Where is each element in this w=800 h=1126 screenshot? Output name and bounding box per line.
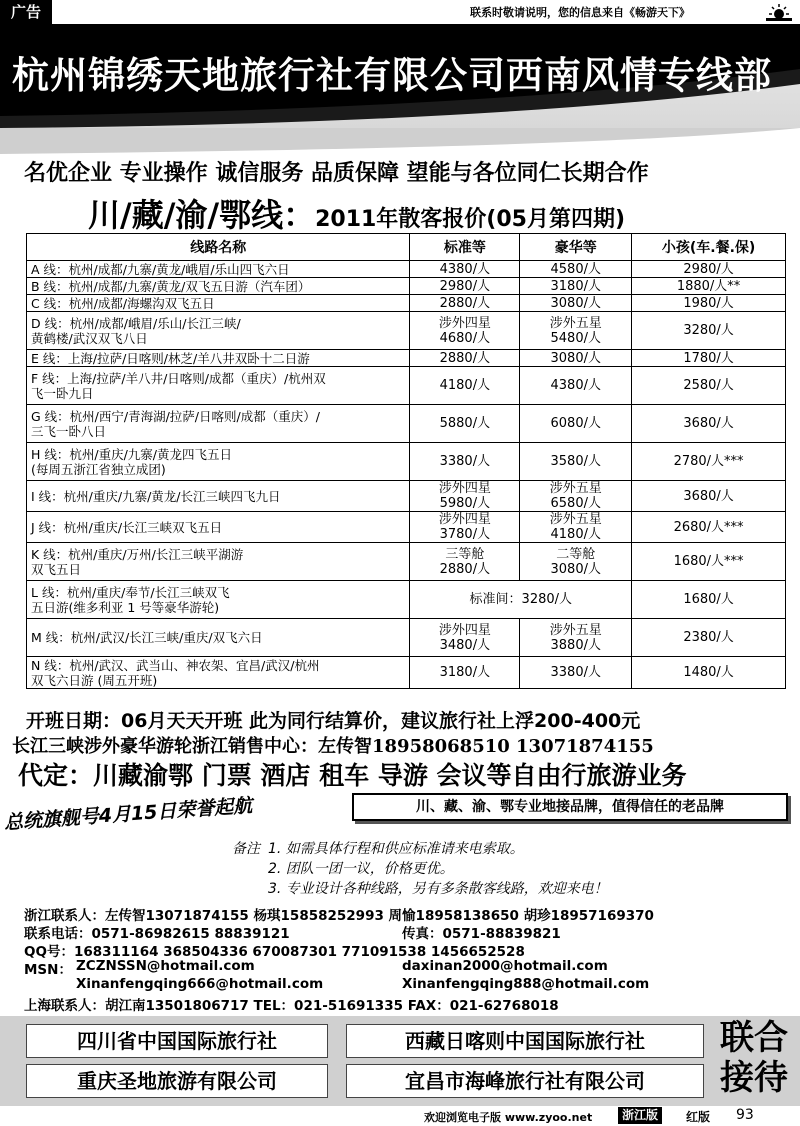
joint-line: 接待 bbox=[720, 1058, 788, 1098]
joint-reception bbox=[712, 1018, 796, 1098]
remark-item: 3. 专业设计各种线路，另有多条散客线路，欢迎来电！ bbox=[268, 881, 608, 897]
yangtze-sales-line: 长江三峡涉外豪华游轮浙江销售中心：左传智18958068510 13071874155 bbox=[12, 736, 654, 757]
luxury-price-cell bbox=[520, 619, 632, 657]
route-cell bbox=[27, 512, 410, 543]
partner-name: 四川省中国国际旅行社 bbox=[26, 1024, 328, 1058]
msn-label: MSN： bbox=[24, 962, 72, 978]
standard-price-cell-line: 2980/人 bbox=[439, 278, 491, 294]
route-cell bbox=[27, 481, 410, 512]
child-price-cell: 2580/人 bbox=[632, 367, 786, 405]
standard-price-cell-line: 三等舱 bbox=[445, 546, 485, 562]
standard-price-cell bbox=[410, 405, 520, 443]
luxury-price-cell bbox=[520, 278, 632, 295]
merged-price-cell: 标准间：3280/人 bbox=[410, 581, 632, 619]
luxury-price-cell bbox=[520, 405, 632, 443]
route-cell-line: J 线：杭州/重庆/长江三峡双飞五日 bbox=[31, 519, 223, 535]
route-cell bbox=[27, 405, 410, 443]
route-cell bbox=[27, 619, 410, 657]
standard-price-cell bbox=[410, 657, 520, 689]
child-price-cell: 2780/人*** bbox=[632, 443, 786, 481]
luxury-price-cell bbox=[520, 367, 632, 405]
luxury-price-cell-line: 6580/人 bbox=[550, 496, 601, 511]
standard-price-cell-line: 5980/人 bbox=[439, 496, 491, 511]
standard-price-cell bbox=[410, 481, 520, 512]
luxury-price-cell-line: 3080/人 bbox=[550, 350, 601, 366]
route-cell-line: C 线：杭州/成都/海螺沟双飞五日 bbox=[31, 295, 215, 311]
ad-label: 广告 bbox=[0, 0, 52, 24]
luxury-price-cell-line: 3180/人 bbox=[550, 278, 601, 294]
table-row bbox=[27, 405, 786, 443]
route-cell-line: (每周五浙江省独立成团) bbox=[31, 461, 166, 477]
table-row bbox=[27, 350, 786, 367]
luxury-price-cell-line: 涉外五星 bbox=[549, 622, 602, 638]
joint-line: 联合 bbox=[720, 1018, 788, 1058]
luxury-price-cell-line: 4180/人 bbox=[550, 527, 601, 542]
luxury-price-cell-line: 涉外五星 bbox=[549, 512, 602, 527]
section-label: 红版 bbox=[686, 1110, 711, 1124]
standard-price-cell-line: 4380/人 bbox=[439, 261, 491, 277]
route-cell-line: E 线：上海/拉萨/日喀则/林芝/羊八井双卧十二日游 bbox=[31, 350, 310, 366]
lines-heading: 川/藏/渝/鄂线： bbox=[88, 196, 316, 234]
child-price-cell: 2680/人*** bbox=[632, 512, 786, 543]
source-notice: 联系时敬请说明，您的信息来自《畅游天下》 bbox=[470, 6, 690, 19]
child-price-cell: 3280/人 bbox=[632, 312, 786, 350]
route-cell bbox=[27, 543, 410, 581]
route-cell bbox=[27, 581, 410, 619]
route-cell bbox=[27, 278, 410, 295]
child-price-cell: 2980/人 bbox=[632, 261, 786, 278]
msn-address[interactable]: ZCZNSSN@hotmail.com bbox=[76, 958, 255, 974]
standard-price-cell-line: 涉外四星 bbox=[438, 512, 491, 527]
table-row bbox=[27, 581, 786, 619]
luxury-price-cell-line: 4580/人 bbox=[550, 261, 601, 277]
luxury-price-cell bbox=[520, 512, 632, 543]
route-cell-line: 三飞一卧八日 bbox=[31, 423, 107, 439]
route-cell-line: H 线：杭州/重庆/九寨/黄龙四飞五日 bbox=[31, 446, 233, 462]
standard-price-cell bbox=[410, 350, 520, 367]
standard-price-cell-line: 涉外四星 bbox=[438, 481, 491, 496]
luxury-price-cell-line: 4380/人 bbox=[550, 378, 601, 393]
standard-price-cell bbox=[410, 278, 520, 295]
child-price-cell: 2380/人 bbox=[632, 619, 786, 657]
luxury-price-cell bbox=[520, 657, 632, 689]
table-row bbox=[27, 543, 786, 581]
route-cell-line: N 线：杭州/武汉、武当山、神农架、宜昌/武汉/杭州 bbox=[31, 657, 320, 673]
luxury-price-cell-line: 3080/人 bbox=[550, 561, 601, 577]
route-cell-line: 飞一卧九日 bbox=[31, 385, 94, 401]
table-row bbox=[27, 512, 786, 543]
partner-name: 重庆圣地旅游有限公司 bbox=[26, 1064, 328, 1098]
child-price-cell: 1780/人 bbox=[632, 350, 786, 367]
company-title-text: 杭州锦绣天地旅行社有限公司西南风情专线部 bbox=[12, 54, 772, 97]
route-cell-line: D 线：杭州/成都/峨眉/乐山/长江三峡/ bbox=[31, 315, 241, 331]
standard-price-cell-line: 3380/人 bbox=[439, 454, 491, 469]
qq-line: QQ号：168311164 368504336 670087301 771091538 1456652528 bbox=[24, 944, 525, 960]
table-row bbox=[27, 295, 786, 312]
luxury-price-cell bbox=[520, 481, 632, 512]
standard-price-cell bbox=[410, 261, 520, 278]
route-cell bbox=[27, 312, 410, 350]
standard-price-cell bbox=[410, 543, 520, 581]
luxury-price-cell bbox=[520, 295, 632, 312]
table-row bbox=[27, 619, 786, 657]
luxury-price-cell-line: 涉外五星 bbox=[549, 315, 602, 331]
child-price-cell: 1980/人 bbox=[632, 295, 786, 312]
luxury-price-cell bbox=[520, 443, 632, 481]
zhejiang-contacts: 浙江联系人：左传智13071874155 杨琪15858252993 周愉18958138650 胡珍18957169370 bbox=[24, 908, 654, 924]
brand-box: 川、藏、渝、鄂专业地接品牌，值得信任的老品牌 bbox=[352, 793, 788, 821]
msn-address[interactable]: Xinanfengqing666@hotmail.com bbox=[76, 976, 324, 992]
price-table bbox=[26, 233, 786, 689]
route-cell-line: 黄鹤楼/武汉双飞八日 bbox=[31, 330, 148, 346]
route-cell-line: A 线：杭州/成都/九寨/黄龙/峨眉/乐山四飞六日 bbox=[31, 261, 290, 277]
route-cell-line: L 线：杭州/重庆/奉节/长江三峡双飞 bbox=[31, 584, 230, 600]
edition-badge: 浙江版 bbox=[618, 1107, 662, 1124]
remarks-label: 备注 bbox=[232, 841, 260, 857]
slogan: 名优企业 专业操作 诚信服务 品质保障 望能与各位同仁长期合作 bbox=[24, 161, 649, 186]
child-price-cell: 1880/人** bbox=[632, 278, 786, 295]
standard-price-cell-line: 涉外四星 bbox=[438, 622, 491, 638]
banner-shadow bbox=[0, 128, 800, 156]
standard-price-cell-line: 3480/人 bbox=[439, 637, 491, 653]
company-title bbox=[12, 45, 792, 99]
table-row bbox=[27, 261, 786, 278]
luxury-price-cell-line: 3380/人 bbox=[550, 665, 601, 680]
route-cell bbox=[27, 350, 410, 367]
standard-price-cell bbox=[410, 619, 520, 657]
standard-price-cell-line: 2880/人 bbox=[439, 295, 491, 311]
child-price-cell: 1480/人 bbox=[632, 657, 786, 689]
standard-price-cell-line: 涉外四星 bbox=[438, 315, 491, 331]
luxury-price-cell bbox=[520, 350, 632, 367]
route-cell-line: F 线：上海/拉萨/羊八井/日喀则/成都（重庆）/杭州双 bbox=[31, 370, 326, 386]
flagship-launch: 总统旗舰号4月15日荣誉起航 bbox=[3, 794, 253, 834]
luxury-price-cell bbox=[520, 261, 632, 278]
remark-item: 1. 如需具体行程和供应标准请来电索取。 bbox=[268, 841, 524, 857]
phone-line: 联系电话：0571-86982615 88839121 bbox=[24, 926, 290, 942]
partner-name: 西藏日喀则中国国际旅行社 bbox=[346, 1024, 704, 1058]
luxury-price-cell-line: 3580/人 bbox=[550, 454, 601, 469]
remark-item: 2. 团队一团一议，价格更优。 bbox=[268, 861, 454, 877]
table-row bbox=[27, 278, 786, 295]
standard-price-cell-line: 3180/人 bbox=[439, 665, 491, 680]
table-row bbox=[27, 443, 786, 481]
standard-price-cell-line: 2880/人 bbox=[439, 561, 491, 577]
col-standard: 标准等 bbox=[410, 234, 520, 261]
agency-services-line: 代定：川藏渝鄂 门票 酒店 租车 导游 会议等自由行旅游业务 bbox=[18, 761, 687, 790]
partner-name: 宜昌市海峰旅行社有限公司 bbox=[346, 1064, 704, 1098]
route-cell-line: K 线：杭州/重庆/万州/长江三峡平湖游 bbox=[31, 546, 244, 562]
standard-price-cell-line: 3780/人 bbox=[439, 527, 491, 542]
table-row bbox=[27, 367, 786, 405]
standard-price-cell-line: 4180/人 bbox=[439, 378, 491, 393]
standard-price-cell bbox=[410, 443, 520, 481]
luxury-price-cell-line: 6080/人 bbox=[550, 416, 601, 431]
luxury-price-cell-line: 5480/人 bbox=[550, 330, 601, 346]
table-row bbox=[27, 657, 786, 689]
route-cell-line: B 线：杭州/成都/九寨/黄龙/双飞五日游（汽车团） bbox=[31, 278, 311, 294]
col-child: 小孩(车.餐.保) bbox=[632, 234, 786, 261]
msn-address[interactable]: daxinan2000@hotmail.com bbox=[402, 958, 608, 974]
table-row bbox=[27, 481, 786, 512]
standard-price-cell-line: 4680/人 bbox=[439, 330, 491, 346]
route-cell-line: 双飞六日游 (周五开班) bbox=[31, 672, 158, 688]
luxury-price-cell bbox=[520, 312, 632, 350]
standard-price-cell-line: 2880/人 bbox=[439, 350, 491, 366]
luxury-price-cell-line: 二等舱 bbox=[556, 546, 596, 562]
route-cell bbox=[27, 367, 410, 405]
luxury-price-cell-line: 3880/人 bbox=[550, 637, 601, 653]
footer-welcome[interactable]: 欢迎浏览电子版 www.zyoo.net bbox=[424, 1111, 593, 1124]
route-cell-line: I 线：杭州/重庆/九寨/黄龙/长江三峡四飞九日 bbox=[31, 488, 281, 504]
route-cell-line: G 线：杭州/西宁/青海湖/拉萨/日喀则/成都（重庆）/ bbox=[31, 408, 320, 424]
luxury-price-cell bbox=[520, 543, 632, 581]
child-price-cell: 1680/人*** bbox=[632, 543, 786, 581]
start-date-line: 开班日期：06月天天开班 此为同行结算价，建议旅行社上浮200-400元 bbox=[26, 710, 641, 732]
page-footer bbox=[0, 1106, 800, 1126]
route-cell-line: 双飞五日 bbox=[31, 561, 82, 577]
route-cell bbox=[27, 657, 410, 689]
table-row bbox=[27, 312, 786, 350]
quote-period: 2011年散客报价(05月第四期) bbox=[315, 207, 626, 232]
luxury-price-cell-line: 3080/人 bbox=[550, 295, 601, 311]
page-number: 93 bbox=[736, 1107, 754, 1123]
child-price-cell: 3680/人 bbox=[632, 405, 786, 443]
table-body bbox=[27, 261, 786, 689]
route-cell bbox=[27, 443, 410, 481]
standard-price-cell bbox=[410, 312, 520, 350]
standard-price-cell bbox=[410, 512, 520, 543]
route-cell bbox=[27, 295, 410, 312]
route-cell-line: M 线：杭州/武汉/长江三峡/重庆/双飞六日 bbox=[31, 630, 263, 645]
fax-line: 传真：0571-88839821 bbox=[402, 926, 561, 942]
standard-price-cell bbox=[410, 367, 520, 405]
col-route: 线路名称 bbox=[27, 234, 410, 261]
standard-price-cell bbox=[410, 295, 520, 312]
price-subtitle bbox=[88, 190, 625, 236]
table-header-row bbox=[27, 234, 786, 261]
standard-price-cell-line: 5880/人 bbox=[439, 416, 491, 431]
route-cell bbox=[27, 261, 410, 278]
route-cell-line: 五日游(维多利亚 1 号等豪华游轮) bbox=[31, 599, 220, 615]
child-price-cell: 3680/人 bbox=[632, 481, 786, 512]
col-luxury: 豪华等 bbox=[520, 234, 632, 261]
sun-logo-icon bbox=[764, 2, 794, 22]
msn-address[interactable]: Xinanfengqing888@hotmail.com bbox=[402, 976, 650, 992]
child-price-cell: 1680/人 bbox=[632, 581, 786, 619]
shanghai-contact: 上海联系人：胡江南13501806717 TEL：021-51691335 FAX：021-62768018 bbox=[24, 998, 559, 1014]
luxury-price-cell-line: 涉外五星 bbox=[549, 481, 602, 496]
